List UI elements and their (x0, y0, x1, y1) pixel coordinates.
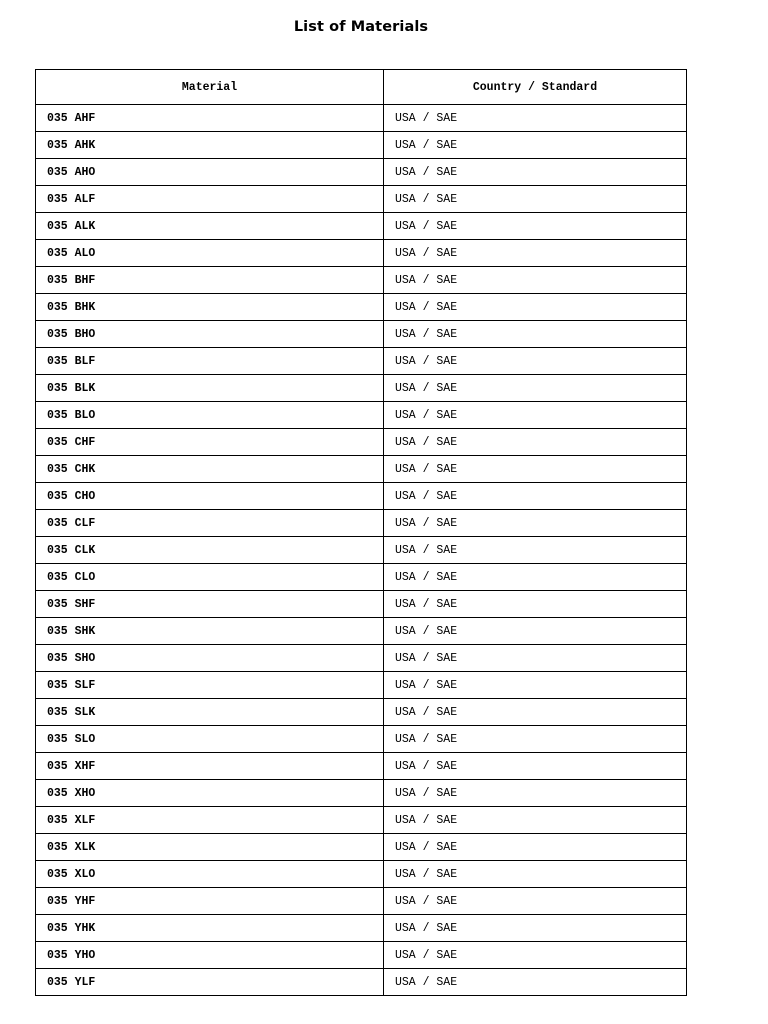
material-cell: 035 CLK (36, 537, 384, 564)
table-row (36, 699, 687, 726)
material-cell: 035 XHF (36, 753, 384, 780)
table-row (36, 132, 687, 159)
table-row (36, 942, 687, 969)
material-cell: 035 AHF (36, 105, 384, 132)
material-cell: 035 SHK (36, 618, 384, 645)
table-header-row (36, 70, 687, 105)
column-header-country-standard: Country / Standard (384, 70, 687, 105)
table-row (36, 321, 687, 348)
country-standard-cell: USA / SAE (384, 888, 687, 915)
table-row (36, 726, 687, 753)
material-cell: 035 YHK (36, 915, 384, 942)
table-row (36, 402, 687, 429)
country-standard-cell: USA / SAE (384, 429, 687, 456)
material-cell: 035 BHF (36, 267, 384, 294)
country-standard-cell: USA / SAE (384, 564, 687, 591)
material-cell: 035 BLF (36, 348, 384, 375)
material-cell: 035 BHO (36, 321, 384, 348)
material-cell: 035 BLK (36, 375, 384, 402)
country-standard-cell: USA / SAE (384, 591, 687, 618)
material-cell: 035 YHO (36, 942, 384, 969)
material-cell: 035 XHO (36, 780, 384, 807)
country-standard-cell: USA / SAE (384, 753, 687, 780)
table-row (36, 213, 687, 240)
country-standard-cell: USA / SAE (384, 942, 687, 969)
table-row (36, 915, 687, 942)
table-row (36, 753, 687, 780)
country-standard-cell: USA / SAE (384, 618, 687, 645)
material-cell: 035 CHF (36, 429, 384, 456)
country-standard-cell: USA / SAE (384, 483, 687, 510)
country-standard-cell: USA / SAE (384, 186, 687, 213)
material-cell: 035 XLF (36, 807, 384, 834)
table-row (36, 348, 687, 375)
table-row (36, 375, 687, 402)
country-standard-cell: USA / SAE (384, 861, 687, 888)
country-standard-cell: USA / SAE (384, 672, 687, 699)
material-cell: 035 YLF (36, 969, 384, 996)
country-standard-cell: USA / SAE (384, 294, 687, 321)
table-row (36, 969, 687, 996)
country-standard-cell: USA / SAE (384, 699, 687, 726)
country-standard-cell: USA / SAE (384, 402, 687, 429)
material-cell: 035 SLO (36, 726, 384, 753)
table-row (36, 888, 687, 915)
column-header-material: Material (36, 70, 384, 105)
material-cell: 035 XLK (36, 834, 384, 861)
material-cell: 035 BLO (36, 402, 384, 429)
country-standard-cell: USA / SAE (384, 132, 687, 159)
country-standard-cell: USA / SAE (384, 375, 687, 402)
material-cell: 035 SLF (36, 672, 384, 699)
country-standard-cell: USA / SAE (384, 348, 687, 375)
material-cell: 035 YHF (36, 888, 384, 915)
page-title: List of Materials (293, 19, 429, 35)
material-cell: 035 ALF (36, 186, 384, 213)
material-cell: 035 CLF (36, 510, 384, 537)
table-row (36, 294, 687, 321)
table-row (36, 483, 687, 510)
table-row (36, 834, 687, 861)
materials-table (35, 69, 687, 996)
country-standard-cell: USA / SAE (384, 645, 687, 672)
table-row (36, 591, 687, 618)
country-standard-cell: USA / SAE (384, 213, 687, 240)
material-cell: 035 SLK (36, 699, 384, 726)
table-row (36, 267, 687, 294)
material-cell: 035 AHK (36, 132, 384, 159)
table-row (36, 429, 687, 456)
table-row (36, 510, 687, 537)
material-cell: 035 SHF (36, 591, 384, 618)
material-cell: 035 CHO (36, 483, 384, 510)
country-standard-cell: USA / SAE (384, 780, 687, 807)
material-cell: 035 CLO (36, 564, 384, 591)
country-standard-cell: USA / SAE (384, 267, 687, 294)
table-row (36, 672, 687, 699)
table-body (36, 105, 687, 996)
material-cell: 035 CHK (36, 456, 384, 483)
table-row (36, 159, 687, 186)
table-row (36, 105, 687, 132)
material-cell: 035 ALO (36, 240, 384, 267)
country-standard-cell: USA / SAE (384, 510, 687, 537)
country-standard-cell: USA / SAE (384, 240, 687, 267)
material-cell: 035 XLO (36, 861, 384, 888)
material-cell: 035 BHK (36, 294, 384, 321)
table-row (36, 618, 687, 645)
table-row (36, 861, 687, 888)
country-standard-cell: USA / SAE (384, 105, 687, 132)
table-row (36, 456, 687, 483)
table-row (36, 807, 687, 834)
country-standard-cell: USA / SAE (384, 321, 687, 348)
table-row (36, 537, 687, 564)
material-cell: 035 ALK (36, 213, 384, 240)
table-row (36, 645, 687, 672)
country-standard-cell: USA / SAE (384, 807, 687, 834)
country-standard-cell: USA / SAE (384, 726, 687, 753)
material-cell: 035 AHO (36, 159, 384, 186)
table-row (36, 186, 687, 213)
table-row (36, 240, 687, 267)
country-standard-cell: USA / SAE (384, 915, 687, 942)
table-row (36, 780, 687, 807)
country-standard-cell: USA / SAE (384, 537, 687, 564)
country-standard-cell: USA / SAE (384, 834, 687, 861)
country-standard-cell: USA / SAE (384, 969, 687, 996)
country-standard-cell: USA / SAE (384, 159, 687, 186)
table-row (36, 564, 687, 591)
country-standard-cell: USA / SAE (384, 456, 687, 483)
material-cell: 035 SHO (36, 645, 384, 672)
